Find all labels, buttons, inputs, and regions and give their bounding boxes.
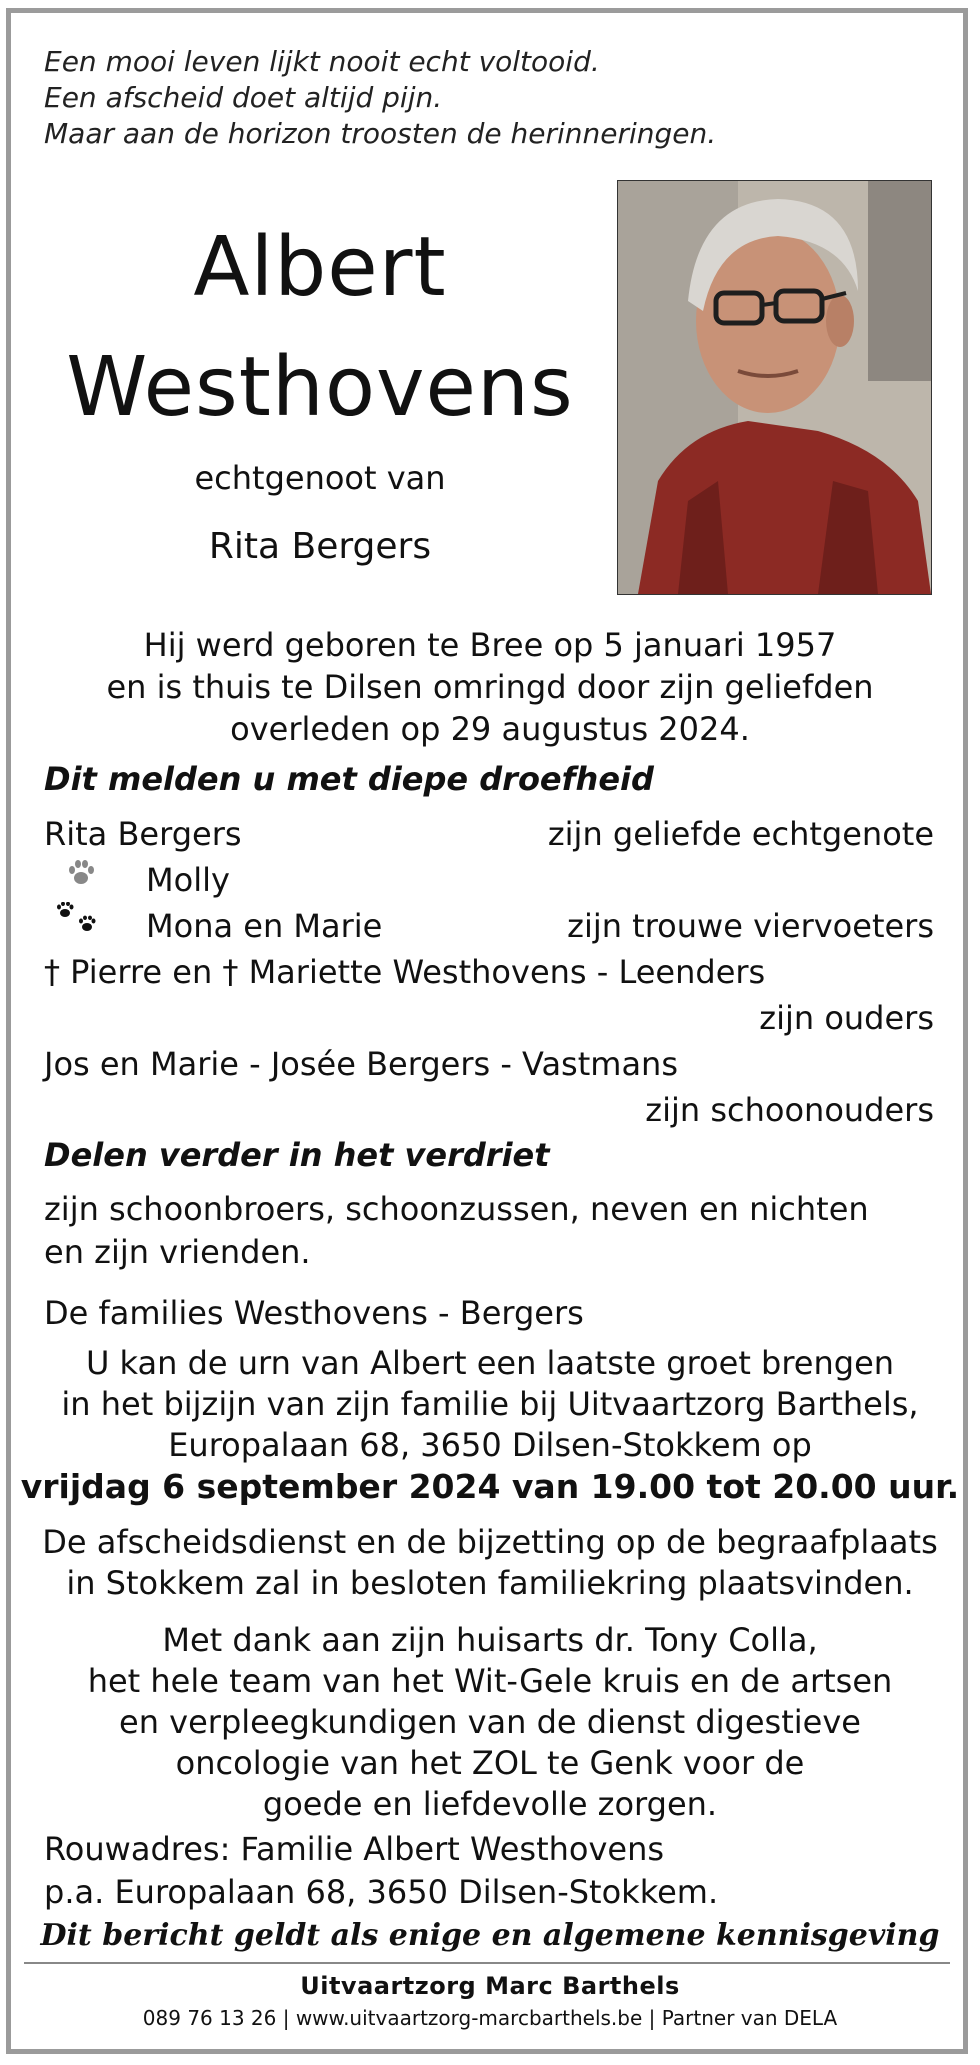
share-line: en zijn vrienden. [44, 1233, 311, 1271]
poem-line: Een mooi leven lijkt nooit echt voltooid. [44, 45, 600, 78]
thanks-line: het hele team van het Wit-Gele kruis en de artsen [87, 1662, 893, 1700]
intro-line: en is thuis te Dilsen omringd door zijn geliefden [106, 668, 874, 706]
share-line: zijn schoonbroers, schoonzussen, neven en nichten [44, 1190, 869, 1228]
mourner-relation: zijn geliefde echtgenote [547, 815, 934, 853]
footer-contact: 089 76 13 26 | www.uitvaartzorg-marcbarthels.be | Partner van DELA [142, 2006, 838, 2030]
thanks-line: goede en liefdevolle zorgen. [262, 1785, 718, 1823]
footer-divider [24, 1962, 950, 1964]
service-line: De afscheidsdienst en de bijzetting op de begraafplaats [42, 1523, 938, 1561]
urn-text [0, 1343, 980, 1507]
deceased-last-name: Westhovens [66, 340, 574, 435]
mourning-address [44, 1828, 718, 1914]
mourner-name: Mona en Marie [146, 907, 383, 945]
urn-line: in het bijzijn van zijn familie bij Uitvaartzorg Barthels, [61, 1385, 919, 1423]
thanks-line: Met dank aan zijn huisarts dr. Tony Colla, [162, 1621, 818, 1659]
mourner-name: † Pierre en † Mariette Westhovens - Leenders [44, 953, 766, 991]
families-line: De families Westhovens - Bergers [44, 1294, 584, 1332]
service-line: in Stokkem zal in besloten familiekring plaatsvinden. [66, 1564, 914, 1602]
thanks-text [0, 1620, 980, 1825]
intro-line: overleden op 29 augustus 2024. [230, 710, 750, 748]
mourner-relation: zijn trouwe viervoeters [567, 907, 934, 945]
poem-line: Een afscheid doet altijd pijn. [44, 81, 443, 114]
urn-time: vrijdag 6 september 2024 van 19.00 tot 20.00 uur. [20, 1467, 960, 1506]
service-text [0, 1522, 980, 1604]
double-paw-icon [56, 902, 100, 941]
mourner-name: Rita Bergers [44, 815, 242, 853]
paw-icon [66, 858, 96, 895]
share-heading: Delen verder in het verdriet [44, 1136, 550, 1174]
intro-line: Hij werd geboren te Bree op 5 januari 1957 [143, 626, 837, 664]
closing-notice: Dit bericht geldt als enige en algemene kennisgeving [40, 1918, 940, 1953]
mourners-heading: Dit melden u met diepe droefheid [44, 760, 654, 798]
intro-text [0, 624, 980, 750]
footer-company: Uitvaartzorg Marc Barthels [300, 1972, 680, 2000]
mourner-name: Molly [146, 861, 230, 899]
poem [44, 44, 716, 152]
address-line: Rouwadres: Familie Albert Westhovens [44, 1830, 665, 1868]
deceased-first-name: Albert [193, 220, 447, 315]
thanks-line: en verpleegkundigen van de dienst digestieve [119, 1703, 861, 1741]
mourner-relation: zijn ouders [759, 999, 934, 1037]
mourner-name: Jos en Marie - Josée Bergers - Vastmans [44, 1045, 678, 1083]
spouse-label: echtgenoot van [194, 459, 446, 497]
mourner-relation: zijn schoonouders [645, 1091, 934, 1129]
poem-line: Maar aan de horizon troosten de herinneringen. [44, 117, 717, 150]
share-text [44, 1188, 869, 1274]
spouse-name: Rita Bergers [208, 526, 432, 567]
urn-line: U kan de urn van Albert een laatste groet brengen [85, 1344, 895, 1382]
urn-line: Europalaan 68, 3650 Dilsen-Stokkem op [168, 1426, 812, 1464]
thanks-line: oncologie van het ZOL te Genk voor de [175, 1744, 805, 1782]
address-line: p.a. Europalaan 68, 3650 Dilsen-Stokkem. [44, 1873, 719, 1911]
portrait-photo [617, 180, 932, 595]
